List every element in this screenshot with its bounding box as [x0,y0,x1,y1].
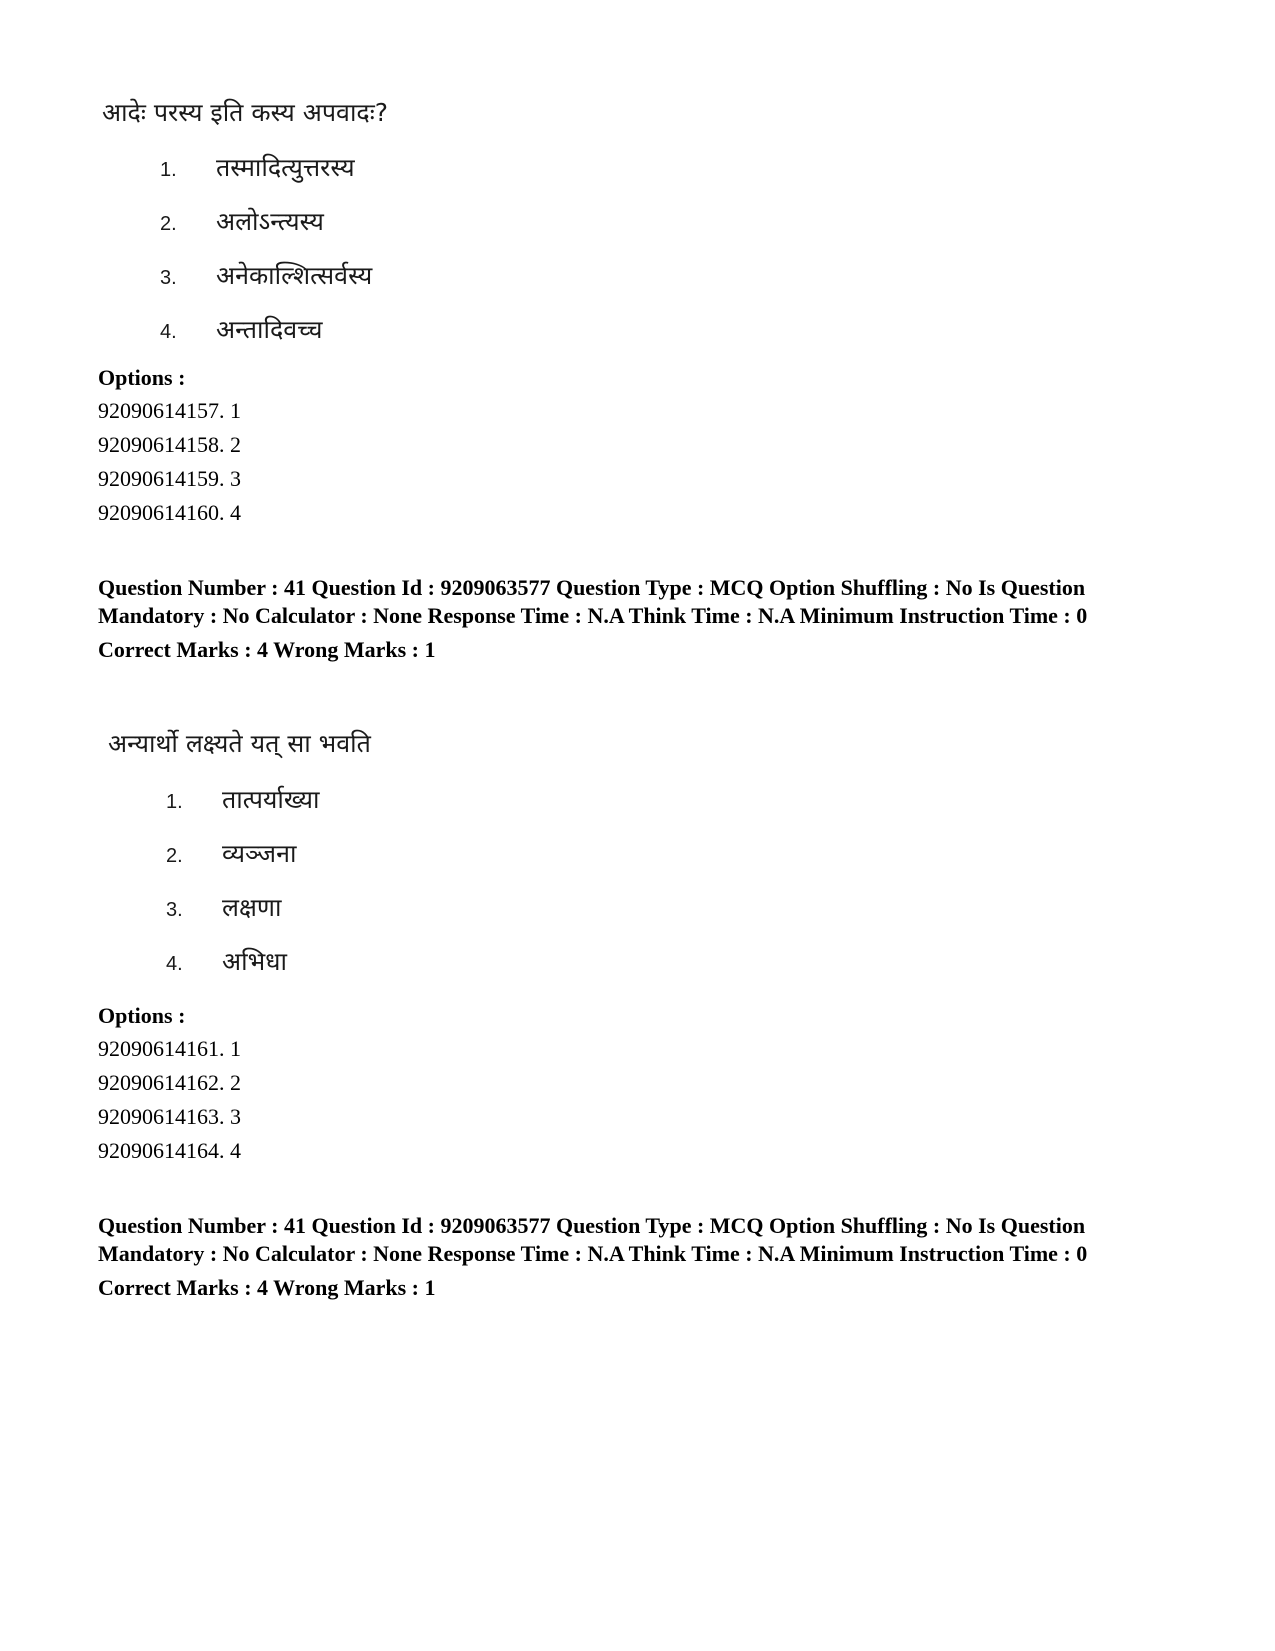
choice-text: व्यञ्जना [222,839,297,868]
choice-text: अन्तादिवच्च [216,315,323,344]
question-2-choice-1 [166,782,320,816]
option-row: 92090614157. 1 [98,398,241,423]
question-meta-1 [98,574,1128,666]
question-1-choice-1 [160,150,355,184]
question-1-choice-3 [160,258,372,292]
question-1-choice-2 [160,204,324,238]
marks-info: Correct Marks : 4 Wrong Marks : 1 [98,1275,436,1300]
choice-text: तस्मादित्युत्तरस्य [216,153,355,182]
marks-info: Correct Marks : 4 Wrong Marks : 1 [98,637,436,662]
choice-number: 4. [166,953,183,975]
option-row: 92090614159. 3 [98,466,241,491]
choice-number: 1. [166,791,183,813]
choice-text: अलोऽन्त्यस्य [216,207,324,236]
option-row: 92090614164. 4 [98,1138,241,1163]
question-details: Question Number : 41 Question Id : 9209063577 Question Type : MCQ Option Shuffling : No Is Question Mandatory : No Calculator : None Response Time : N.A Think Time : N.A Minimum Instruction Time : 0 [98,1213,1088,1266]
options-block-1 [98,362,241,530]
question-2-choice-4 [166,944,287,978]
option-row: 92090614161. 1 [98,1036,241,1061]
options-label: Options : [98,365,186,390]
choice-number: 2. [160,213,177,235]
choice-number: 3. [166,899,183,921]
choice-number: 1. [160,159,177,181]
question-meta-2 [98,1212,1128,1304]
options-label: Options : [98,1003,186,1028]
choice-text: लक्षणा [222,893,282,922]
option-row: 92090614162. 2 [98,1070,241,1095]
question-2-choice-2 [166,836,296,870]
choice-number: 3. [160,267,177,289]
choice-text: तात्पर्याख्या [222,785,320,814]
option-row: 92090614158. 2 [98,432,241,457]
question-2-choice-3 [166,890,281,924]
choice-text: अनेकाल्शित्सर्वस्य [216,261,373,290]
choice-number: 2. [166,845,183,867]
question-details: Question Number : 41 Question Id : 9209063577 Question Type : MCQ Option Shuffling : No Is Question Mandatory : No Calculator : None Response Time : N.A Think Time : N.A Minimum Instruction Time : 0 [98,575,1088,628]
options-block-2 [98,1000,241,1168]
option-row: 92090614160. 4 [98,500,241,525]
choice-text: अभिधा [222,947,288,976]
question-1-choice-4 [160,312,322,346]
question-1-stem: आदेः परस्य इति कस्य अपवादः? [102,98,389,127]
option-row: 92090614163. 3 [98,1104,241,1129]
question-2-stem: अन्यार्थो लक्ष्यते यत् सा भवति [108,729,371,758]
choice-number: 4. [160,321,177,343]
